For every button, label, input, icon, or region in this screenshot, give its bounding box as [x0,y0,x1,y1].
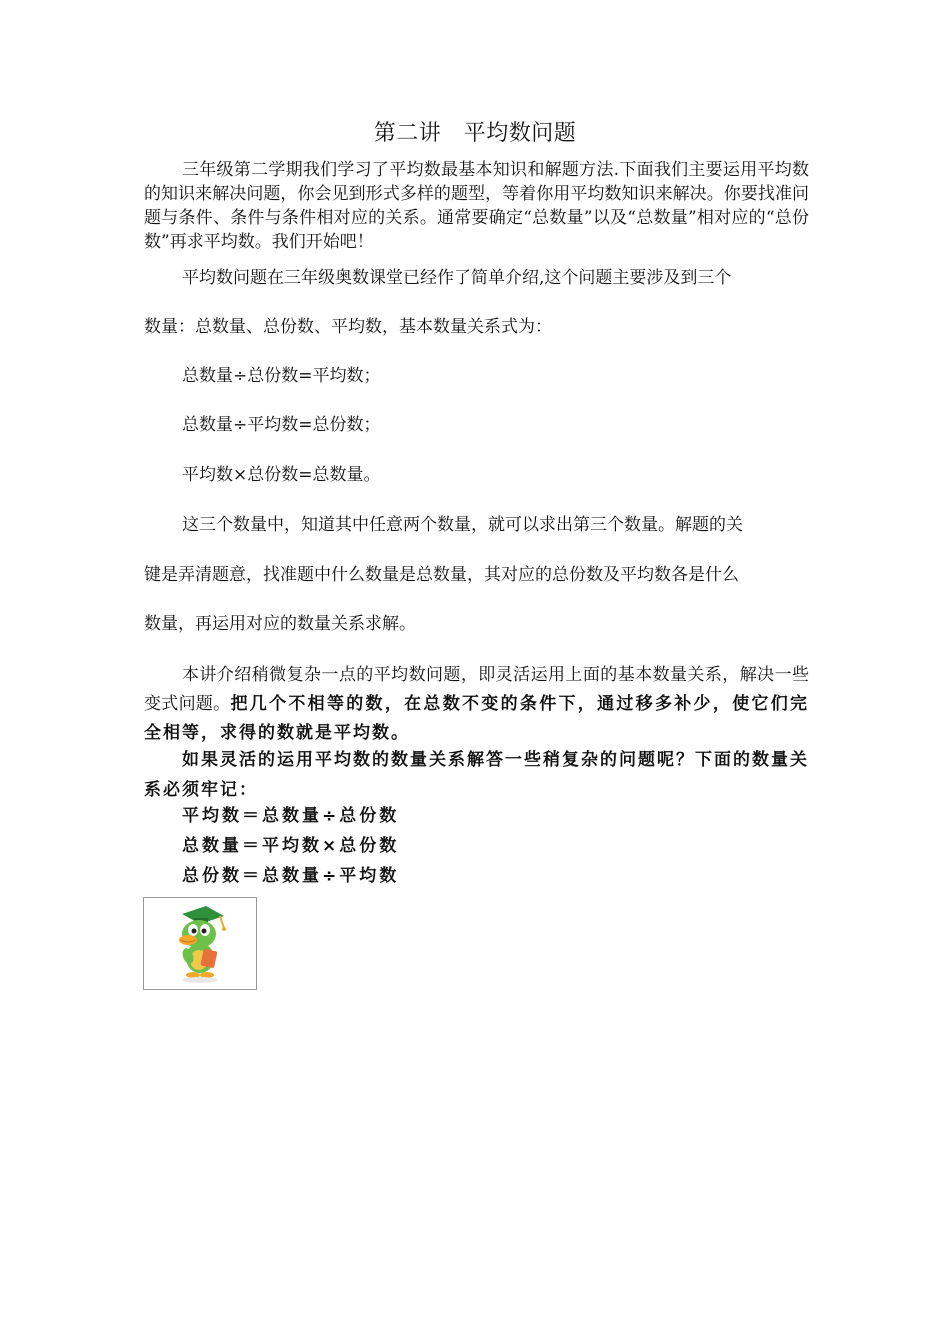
formula-line: 总数量÷平均数=总份数； [182,415,381,435]
formula-line: 总数量÷总份数=平均数； [182,366,381,386]
lecture-intro-text: 本讲介绍稍微复杂一点的平均数问题，即灵活运用上面的基本数量关系，解决一些变式问题。 [144,665,809,714]
key-paragraph-line: 这三个数量中，知道其中任意两个数量，就可以求出第三个数量。解题的关 [182,515,743,535]
intro-paragraph-2-line-2: 数量：总数量、总份数、平均数，基本数量关系式为： [144,317,552,337]
key-paragraph-line: 数量，再运用对应的数量关系求解。 [144,614,416,634]
duck-mascot-icon [144,898,256,989]
key-paragraph-line: 键是弄清题意，找准题中什么数量是总数量，其对应的总份数及平均数各是什么 [144,565,739,585]
intro-paragraph: 三年级第二学期我们学习了平均数最基本知识和解题方法.下面我们主要运用平均数的知识来解决问题，你会见到形式多样的题型，等着你用平均数知识来解决。你要找准问题与条件、条件与条件相对应的关系。通常要确定“总数量”以及“总数量”相对应的“总份数”再求平均数。我们开始吧！ [144,160,809,252]
page-title: 第二讲 平均数问题 [373,121,577,146]
intro-paragraph-2-line-1: 平均数问题在三年级奥数课堂已经作了简单介绍,这个问题主要涉及到三个 [182,268,732,288]
remember-intro: 如果灵活的运用平均数的数量关系解答一些稍复杂的问题呢？下面的数量关系必须牢记： [144,750,809,800]
mascot-image [143,897,257,990]
relation-line: 总数量＝平均数×总份数 [182,836,400,856]
relation-line: 总份数＝总数量÷平均数 [182,866,400,886]
relation-line: 平均数＝总数量÷总份数 [182,806,400,826]
formula-line: 平均数×总份数=总数量。 [182,465,381,485]
lecture-intro-paragraph [144,661,809,748]
lecture-intro-emphasis: 把几个不相等的数，在总数不变的条件下，通过移多补少，使它们完全相等，求得的数就是平均数。 [144,694,810,743]
